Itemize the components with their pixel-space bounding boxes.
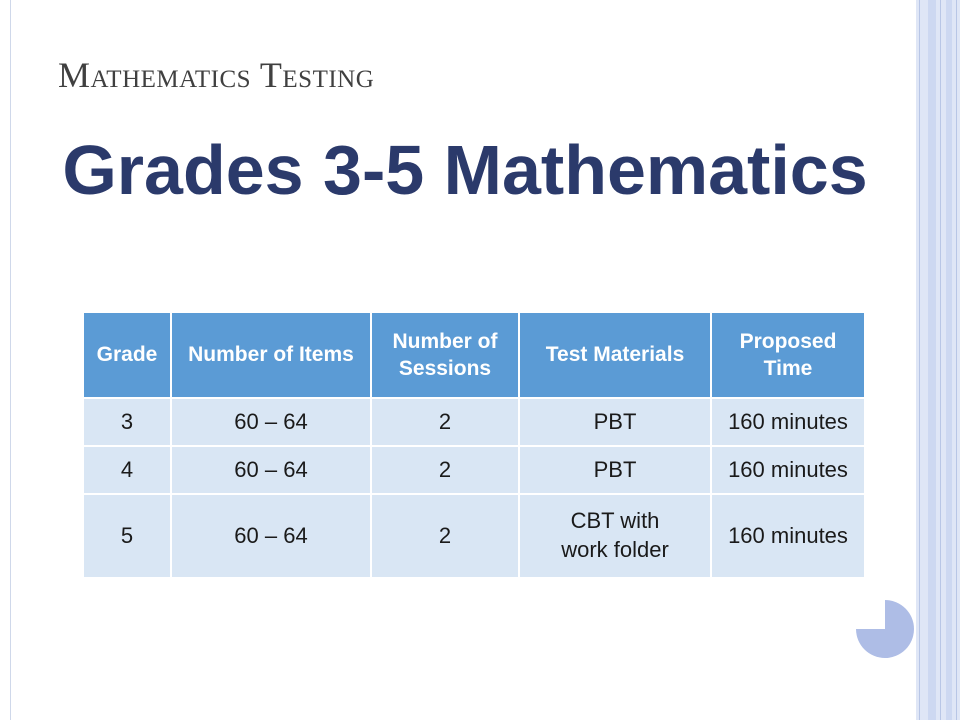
header-test-materials: Test Materials <box>519 312 711 398</box>
cell-sessions: 2 <box>371 398 519 446</box>
table-row <box>83 494 865 578</box>
table-row <box>83 446 865 494</box>
cell-items: 60 – 64 <box>171 446 371 494</box>
header-number-of-sessions: Number of Sessions <box>371 312 519 398</box>
slide-right-border <box>916 0 960 720</box>
cell-materials: PBT <box>519 398 711 446</box>
cell-time: 160 minutes <box>711 494 865 578</box>
cell-items: 60 – 64 <box>171 398 371 446</box>
cell-time: 160 minutes <box>711 446 865 494</box>
table-header-row <box>83 312 865 398</box>
testing-table-container <box>82 311 864 579</box>
slide-title: Mathematics Testing <box>58 55 375 95</box>
testing-table <box>82 311 866 579</box>
cell-time: 160 minutes <box>711 398 865 446</box>
header-proposed-time: Proposed Time <box>711 312 865 398</box>
cell-materials: CBT with work folder <box>519 494 711 578</box>
cell-items: 60 – 64 <box>171 494 371 578</box>
quarter-pie-icon <box>856 600 914 658</box>
cell-sessions: 2 <box>371 446 519 494</box>
cell-grade: 3 <box>83 398 171 446</box>
header-number-of-items: Number of Items <box>171 312 371 398</box>
slide-left-edge <box>0 0 11 720</box>
table-row <box>83 398 865 446</box>
cell-materials: PBT <box>519 446 711 494</box>
header-grade: Grade <box>83 312 171 398</box>
cell-grade: 4 <box>83 446 171 494</box>
grades-heading: Grades 3-5 Mathematics <box>62 131 868 209</box>
cell-sessions: 2 <box>371 494 519 578</box>
cell-grade: 5 <box>83 494 171 578</box>
